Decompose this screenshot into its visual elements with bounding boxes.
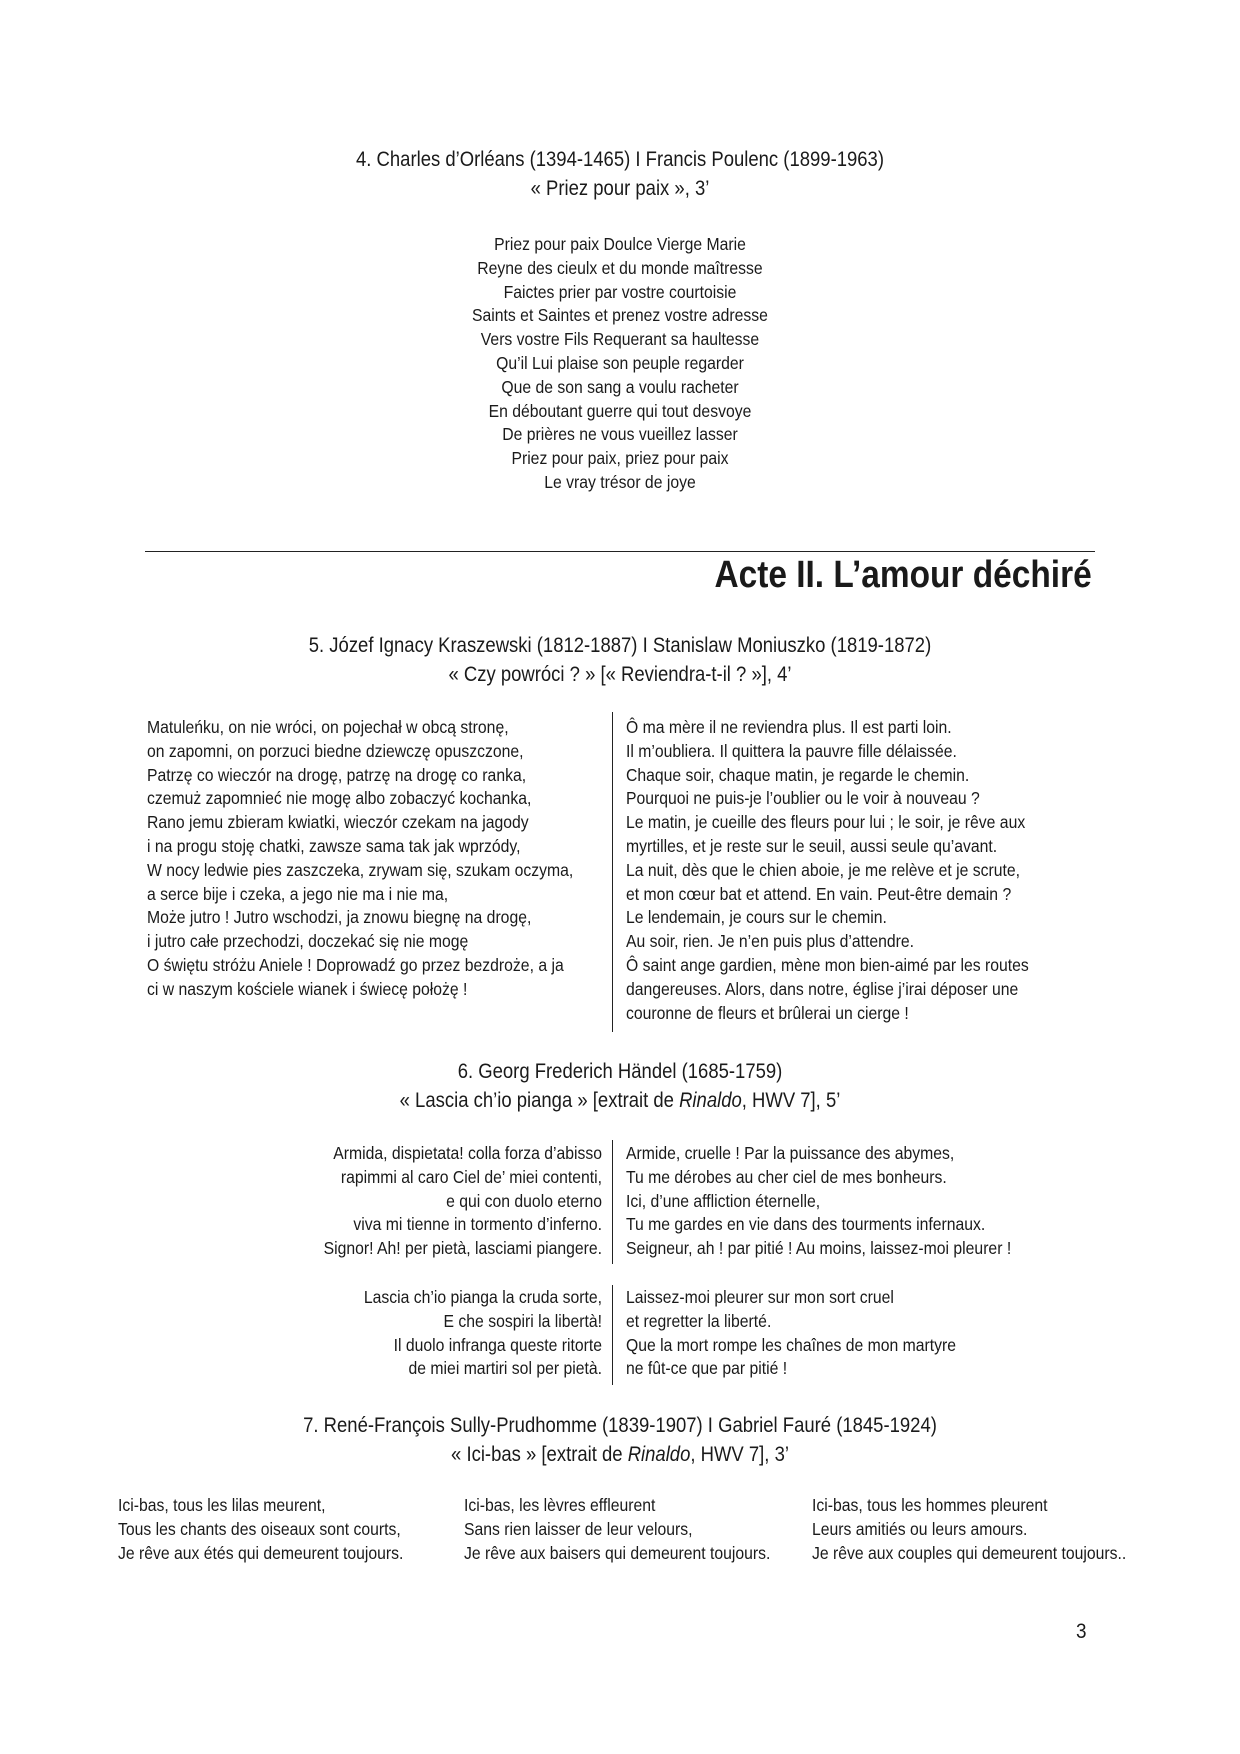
lyric-line: Le lendemain, je cours sur le chemin.: [626, 907, 887, 928]
lyric-line: Vers vostre Fils Requerant sa haultesse: [480, 329, 760, 350]
lyric-line: Ici-bas, les lèvres effleurent: [464, 1495, 656, 1515]
piece-7-stanza-3: [812, 1494, 1126, 1565]
lyric-line: Priez pour paix Doulce Vierge Marie: [494, 234, 746, 254]
lyric-line: Sans rien laisser de leur velours,: [464, 1518, 693, 1539]
lyric-line: Reyne des cieulx et du monde maîtresse: [477, 257, 763, 278]
lyric-line: e qui con duolo eterno: [446, 1190, 602, 1211]
piece-5-subtitle: « Czy powróci ? » [« Reviendra-t-il ? »], 4’: [448, 663, 792, 686]
subtitle-text: , HWV 7], 5’: [741, 1089, 841, 1112]
lyric-line: Patrzę co wieczór na drogę, patrzę na drogę co ranka,: [147, 764, 527, 785]
subtitle-text: « Lascia ch’io pianga » [extrait de: [399, 1089, 680, 1112]
lyric-line: Que la mort rompe les chaînes de mon martyre: [626, 1334, 957, 1355]
section-divider: [145, 551, 1095, 552]
lyric-line: Il duolo infranga queste ritorte: [393, 1334, 602, 1355]
act-title: Acte II. L’amour déchiré: [714, 554, 1092, 596]
subtitle-text: , HWV 7], 3’: [690, 1443, 789, 1466]
lyric-line: ci w naszym kościele wianek i świecę położę !: [147, 978, 468, 999]
piece-6-subtitle: [74, 1086, 1165, 1115]
lyric-line: Chaque soir, chaque matin, je regarde le chemin.: [626, 764, 970, 785]
page-number: 3: [1076, 1620, 1087, 1643]
piece-7-subtitle: [74, 1440, 1165, 1469]
lyric-line: Może jutro ! Jutro wschodzi, ja znowu biegnę na drogę,: [147, 907, 532, 928]
lyric-line: et mon cœur bat et attend. En vain. Peut-être demain ?: [626, 883, 1012, 904]
lyric-line: dangereuses. Alors, dans notre, église j’irai déposer une: [626, 978, 1019, 999]
lyric-line: on zapomni, on porzuci biedne dziewczę opuszczone,: [147, 740, 524, 761]
lyric-line: i jutro całe przechodzi, doczekać się nie mogę: [147, 931, 469, 952]
lyric-line: Tu me dérobes au cher ciel de mes bonheurs.: [626, 1166, 947, 1187]
lyric-line: Priez pour paix, priez pour paix: [511, 448, 729, 469]
subtitle-work-title: Rinaldo: [679, 1089, 742, 1112]
piece-7-title: 7. René-François Sully-Prudhomme (1839-1907) I Gabriel Fauré (1845-1924): [303, 1414, 937, 1437]
lyric-line: de miei martiri sol per pietà.: [408, 1358, 602, 1379]
lyric-line: i na progu stoję chatki, zawsze sama tak jak wprzódy,: [147, 835, 521, 856]
lyric-line: czemuż zapomnieć nie mogę albo zobaczyć kochanka,: [147, 788, 532, 809]
piece-5-french-text: [626, 716, 1112, 1025]
lyric-line: Laissez-moi pleurer sur mon sort cruel: [626, 1286, 894, 1307]
piece-5-heading: [74, 631, 1165, 689]
lyric-line: Je rêve aux couples qui demeurent toujours..: [812, 1542, 1127, 1563]
lyric-line: Armida, dispietata! colla forza d’abisso: [333, 1143, 602, 1163]
stanza-gap: [267, 1261, 602, 1286]
lyric-line: Au soir, rien. Je n’en puis plus d’attendre.: [626, 931, 915, 952]
lyric-line: Ici-bas, tous les lilas meurent,: [118, 1495, 326, 1515]
stanza-gap: [626, 1261, 1094, 1286]
lyric-line: Leurs amitiés ou leurs amours.: [812, 1518, 1028, 1539]
piece-7-heading: [74, 1411, 1165, 1469]
lyric-line: Saints et Saintes et prenez vostre adresse: [472, 305, 768, 326]
lyric-line: Armide, cruelle ! Par la puissance des abymes,: [626, 1143, 955, 1163]
piece-6-italian-text: [267, 1142, 602, 1381]
piece-7-stanza-1: [118, 1494, 403, 1565]
lyric-line: Tous les chants des oiseaux sont courts,: [118, 1518, 401, 1539]
piece-6-french-text: [626, 1142, 1094, 1381]
column-divider: [612, 1285, 613, 1385]
lyric-line: Rano jemu zbieram kwiatki, wieczór czekam na jagody: [147, 812, 529, 833]
lyric-line: ne fût-ce que par pitié !: [626, 1358, 788, 1379]
lyric-line: Lascia ch’io pianga la cruda sorte,: [363, 1286, 602, 1307]
lyric-line: Ô ma mère il ne reviendra plus. Il est parti loin.: [626, 717, 952, 737]
column-divider: [612, 712, 613, 1032]
piece-4-title: 4. Charles d’Orléans (1394-1465) I Francis Poulenc (1899-1963): [356, 148, 885, 171]
lyric-line: Pourquoi ne puis-je l’oublier ou le voir à nouveau ?: [626, 788, 980, 809]
piece-4-subtitle: « Priez pour paix », 3’: [530, 177, 710, 200]
lyric-line: myrtilles, et je reste sur le seuil, aussi seule qu’avant.: [626, 835, 998, 856]
lyric-line: E che sospiri la libertà!: [443, 1310, 602, 1331]
lyric-line: couronne de fleurs et brûlerai un cierge !: [626, 1002, 909, 1023]
lyric-line: a serce bije i czeka, a jego nie ma i nie ma,: [147, 883, 449, 904]
lyric-line: La nuit, dès que le chien aboie, je me relève et je scrute,: [626, 859, 1020, 880]
lyric-line: Qu’il Lui plaise son peuple regarder: [496, 352, 744, 373]
piece-4-heading: [74, 145, 1165, 203]
lyric-line: Signor! Ah! per pietà, lasciami piangere.: [323, 1238, 602, 1259]
lyric-line: Je rêve aux baisers qui demeurent toujours.: [464, 1542, 771, 1563]
lyric-line: Ici, d’une affliction éternelle,: [626, 1190, 821, 1211]
piece-7-stanza-2: [464, 1494, 770, 1565]
lyric-line: Il m’oubliera. Il quittera la pauvre fille délaissée.: [626, 740, 957, 761]
subtitle-text: « Ici-bas » [extrait de: [451, 1443, 628, 1466]
lyric-line: Seigneur, ah ! par pitié ! Au moins, laissez-moi pleurer !: [626, 1238, 1012, 1259]
lyric-line: De prières ne vous vueillez lasser: [502, 424, 738, 445]
lyric-line: O świętu stróżu Aniele ! Doprowadź go przez bezdroże, a ja: [147, 954, 564, 975]
lyric-line: Que de son sang a voulu racheter: [501, 376, 739, 397]
lyric-line: Je rêve aux étés qui demeurent toujours.: [118, 1542, 404, 1563]
piece-6-heading: [74, 1057, 1165, 1115]
lyric-line: Le matin, je cueille des fleurs pour lui ; le soir, je rêve aux: [626, 812, 1026, 833]
lyric-line: Tu me gardes en vie dans des tourments infernaux.: [626, 1214, 986, 1235]
lyric-line: Ici-bas, tous les hommes pleurent: [812, 1495, 1048, 1515]
lyric-line: Matuleńku, on nie wróci, on pojechał w obcą stronę,: [147, 717, 509, 737]
lyric-line: W nocy ledwie pies zaszczeka, zrywam się, szukam oczyma,: [147, 859, 574, 880]
piece-5-title: 5. Józef Ignacy Kraszewski (1812-1887) I Stanislaw Moniuszko (1819-1872): [308, 634, 932, 657]
lyric-line: En déboutant guerre qui tout desvoye: [488, 400, 752, 421]
lyric-line: viva mi tienne in tormento d’inferno.: [353, 1214, 602, 1235]
piece-5-polish-text: [147, 716, 574, 1002]
lyric-line: Ô saint ange gardien, mène mon bien-aimé par les routes: [626, 954, 1029, 975]
lyric-line: rapimmi al caro Ciel de’ miei contenti,: [340, 1166, 602, 1187]
lyric-line: Le vray trésor de joye: [544, 471, 696, 492]
lyric-line: et regretter la liberté.: [626, 1310, 772, 1331]
lyric-line: Faictes prier par vostre courtoisie: [503, 281, 737, 302]
piece-4-lyrics: [62, 233, 1178, 495]
piece-6-title: 6. Georg Frederich Händel (1685-1759): [457, 1060, 783, 1083]
column-divider: [612, 1140, 613, 1264]
subtitle-work-title: Rinaldo: [627, 1443, 691, 1466]
